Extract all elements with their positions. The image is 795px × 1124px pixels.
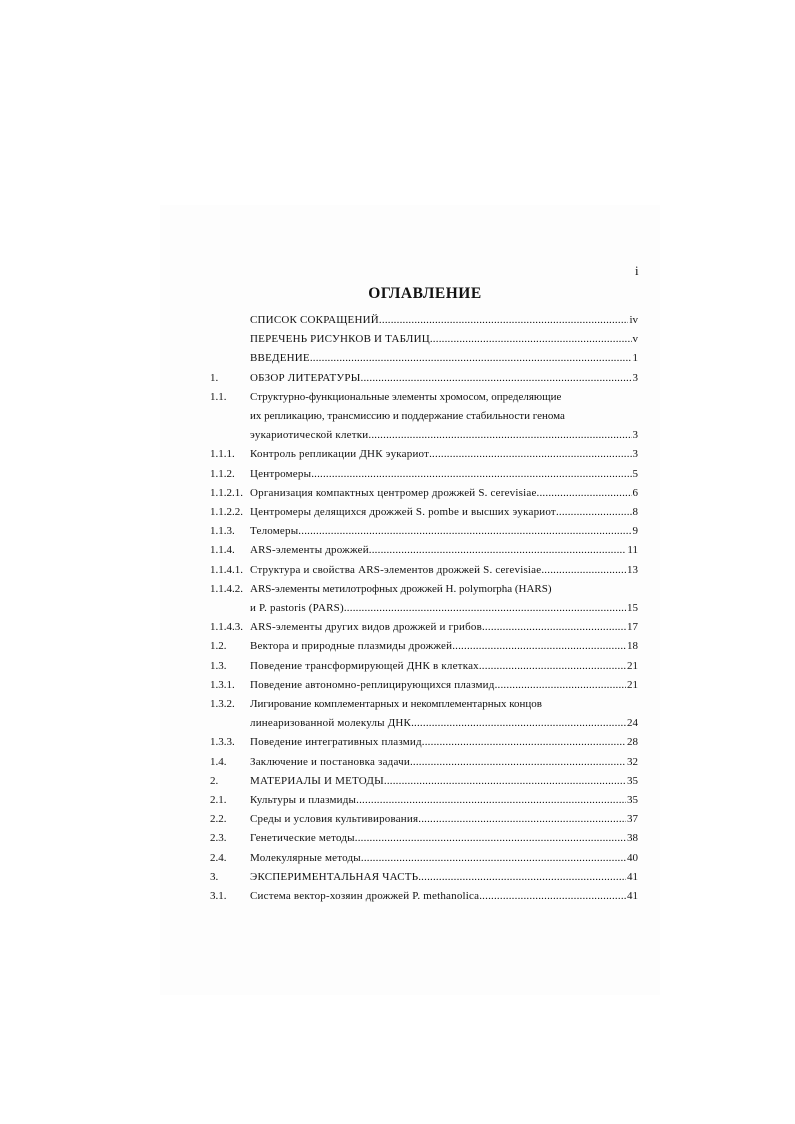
toc-leader-dots xyxy=(541,561,626,580)
toc-entry-number: 1.3.2. xyxy=(210,698,235,711)
toc-entry-title: Генетические методы xyxy=(250,832,355,845)
toc-entry-text-line: их репликацию, трансмиссию и поддержание стабильности генома xyxy=(250,410,565,423)
toc-entry-number: 1.3.3. xyxy=(210,736,235,749)
toc-entry-number: 1.1.4.3. xyxy=(210,621,243,634)
toc-entry-line xyxy=(250,541,638,560)
toc-entry-line xyxy=(250,791,638,810)
toc-leader-dots xyxy=(410,753,626,772)
toc-entry-body xyxy=(250,618,638,637)
toc-entry-page: 32 xyxy=(627,755,638,768)
toc-entry-body xyxy=(250,330,638,349)
page-title: ОГЛАВЛЕНИЕ xyxy=(368,285,482,302)
toc-entry-page: 5 xyxy=(632,467,638,480)
toc-entry-number: 2.3. xyxy=(210,832,227,845)
toc-leader-dots xyxy=(298,522,631,541)
toc-entry-number: 1. xyxy=(210,371,219,384)
toc-entry xyxy=(210,580,638,618)
toc-entry-line xyxy=(250,618,638,637)
toc-entry-title: Культуры и плазмиды xyxy=(250,794,357,807)
toc-entry-number: 1.3. xyxy=(210,659,227,672)
toc-entry-page: 41 xyxy=(627,870,638,883)
toc-entry-page: 35 xyxy=(627,794,638,807)
toc-entry-line xyxy=(250,849,638,868)
toc-entry-page: 1 xyxy=(632,352,638,365)
toc-entry-body xyxy=(250,753,638,772)
toc-entry-title: Организация компактных центромер дрожжей S. cerevisiae xyxy=(250,486,537,499)
toc-entry xyxy=(210,657,638,676)
toc-entry-number: 1.1.2.2. xyxy=(210,506,243,519)
toc-entry xyxy=(210,522,638,541)
toc-entry-line xyxy=(250,887,638,906)
toc-leader-dots xyxy=(479,657,626,676)
toc-entry-page: 40 xyxy=(627,851,638,864)
toc-entry-number: 1.2. xyxy=(210,640,227,653)
toc-entry xyxy=(210,887,638,906)
toc-entry-number: 1.1.4. xyxy=(210,544,235,557)
toc-entry-page: 21 xyxy=(627,678,638,691)
toc-entry-title: Вектора и природные плазмиды дрожжей xyxy=(250,640,453,653)
toc-entry-body xyxy=(250,772,638,791)
toc-entry-body xyxy=(250,580,638,618)
toc-entry-line xyxy=(250,349,638,368)
toc-entry-title: ЭКСПЕРИМЕНТАЛЬНАЯ ЧАСТЬ xyxy=(250,870,419,883)
toc-entry xyxy=(210,330,638,349)
toc-entry-line xyxy=(250,522,638,541)
toc-entry-title: Теломеры xyxy=(250,525,299,538)
toc-leader-dots xyxy=(368,426,631,445)
toc-entry-number: 2.1. xyxy=(210,794,227,807)
toc-entry xyxy=(210,676,638,695)
toc-entry-line xyxy=(250,714,638,733)
toc-entry-title: СПИСОК СОКРАЩЕНИЙ xyxy=(250,314,379,326)
toc-entry-title: Центромеры делящихся дрожжей S. pombe и высших эукариот xyxy=(250,506,556,519)
page-number: i xyxy=(635,263,639,278)
toc-entry-title: Поведение трансформирующей ДНК в клетках xyxy=(250,659,479,672)
toc-entry-body xyxy=(250,791,638,810)
toc-entry-body xyxy=(250,465,638,484)
toc-leader-dots xyxy=(479,887,626,906)
toc-entry xyxy=(210,369,638,388)
toc-entry-line xyxy=(250,676,638,695)
toc-entry-line xyxy=(250,561,638,580)
toc-entry-line xyxy=(250,753,638,772)
toc-entry-line xyxy=(250,311,638,330)
toc-entry-body xyxy=(250,484,638,503)
toc-entry-page: v xyxy=(632,333,638,346)
toc-entry-body xyxy=(250,676,638,695)
toc-entry-number: 1.1.4.2. xyxy=(210,582,243,595)
toc-entry-number: 3.1. xyxy=(210,890,227,903)
toc-entry-line xyxy=(250,829,638,848)
table-of-contents xyxy=(210,311,638,906)
toc-entry-number: 2.4. xyxy=(210,851,227,864)
toc-entry-title: ARS-элементы других видов дрожжей и грибов xyxy=(250,621,482,634)
toc-leader-dots xyxy=(355,829,626,848)
toc-entry-title: Контроль репликации ДНК эукариот xyxy=(250,448,430,461)
toc-leader-dots xyxy=(537,484,632,503)
toc-entry-line xyxy=(250,810,638,829)
toc-entry-title: Структура и свойства ARS-элементов дрожжей S. cerevisiae xyxy=(250,563,542,576)
toc-leader-dots xyxy=(310,349,632,368)
toc-entry-number: 3. xyxy=(210,870,219,883)
toc-entry-line xyxy=(250,503,638,522)
toc-entry-body xyxy=(250,503,638,522)
toc-leader-dots xyxy=(418,868,626,887)
toc-entry-page: 15 xyxy=(627,602,638,615)
toc-entry xyxy=(210,753,638,772)
toc-entry xyxy=(210,541,638,560)
toc-entry-number: 1.3.1. xyxy=(210,678,235,691)
toc-leader-dots xyxy=(556,503,632,522)
toc-entry xyxy=(210,733,638,752)
toc-entry-body xyxy=(250,311,638,330)
toc-leader-dots xyxy=(384,772,626,791)
toc-entry-body xyxy=(250,887,638,906)
toc-entry-page: 3 xyxy=(632,448,638,461)
toc-leader-dots xyxy=(429,445,631,464)
toc-entry-line xyxy=(250,599,638,618)
toc-entry-text-line: Структурно-функциональные элементы хромосом, определяющие xyxy=(250,390,562,403)
toc-entry-body xyxy=(250,829,638,848)
toc-entry-line xyxy=(250,330,638,349)
toc-leader-dots xyxy=(369,541,627,560)
toc-entry-title: Поведение интегративных плазмид xyxy=(250,736,422,749)
toc-leader-dots xyxy=(361,369,632,388)
toc-entry-page: 24 xyxy=(627,717,638,730)
toc-entry-body xyxy=(250,388,638,446)
toc-entry-page: 28 xyxy=(627,736,638,749)
toc-entry xyxy=(210,637,638,656)
toc-entry-body xyxy=(250,657,638,676)
toc-entry-line xyxy=(250,445,638,464)
toc-entry-body xyxy=(250,561,638,580)
toc-entry-number: 1.1.3. xyxy=(210,525,235,538)
toc-entry-title: Центромеры xyxy=(250,467,312,480)
toc-entry-page: iv xyxy=(629,314,638,326)
toc-entry-number: 1.1.4.1. xyxy=(210,563,243,576)
toc-leader-dots xyxy=(356,791,626,810)
toc-entry-page: 9 xyxy=(632,525,638,538)
toc-entry-line xyxy=(250,484,638,503)
toc-entry-page: 38 xyxy=(627,832,638,845)
toc-entry-page: 13 xyxy=(627,563,638,576)
toc-entry xyxy=(210,445,638,464)
toc-entry-title: МАТЕРИАЛЫ И МЕТОДЫ xyxy=(250,774,384,787)
toc-entry-number: 1.1. xyxy=(210,390,227,403)
toc-entry-title: ВВЕДЕНИЕ xyxy=(250,352,310,365)
toc-entry-title: эукариотической клетки xyxy=(250,429,369,442)
toc-entry xyxy=(210,829,638,848)
toc-entry xyxy=(210,810,638,829)
toc-entry-body xyxy=(250,849,638,868)
toc-entry-page: 37 xyxy=(627,813,638,826)
toc-entry-title: ОБЗОР ЛИТЕРАТУРЫ xyxy=(250,371,361,384)
toc-entry-page: 41 xyxy=(627,890,638,903)
toc-entry-number: 1.4. xyxy=(210,755,227,768)
toc-entry-body xyxy=(250,349,638,368)
toc-entry-page: 11 xyxy=(627,544,638,557)
toc-entry-number: 1.1.1. xyxy=(210,448,235,461)
toc-entry xyxy=(210,618,638,637)
toc-entry-body xyxy=(250,868,638,887)
toc-leader-dots xyxy=(422,733,626,752)
toc-entry-page: 35 xyxy=(627,774,638,787)
toc-entry-body xyxy=(250,541,638,560)
toc-leader-dots xyxy=(482,618,626,637)
toc-leader-dots xyxy=(452,637,626,656)
toc-entry-text-line: ARS-элементы метилотрофных дрожжей H. polymorpha (HARS) xyxy=(250,582,552,595)
toc-entry-title: Поведение автономно-реплицирующихся плазмид xyxy=(250,678,495,691)
toc-entry-number: 1.1.2. xyxy=(210,467,235,480)
toc-entry-line xyxy=(250,426,638,445)
toc-entry-line xyxy=(250,772,638,791)
toc-leader-dots xyxy=(418,810,626,829)
toc-entry-title: и P. pastoris (PARS) xyxy=(250,602,344,615)
toc-entry-body xyxy=(250,637,638,656)
toc-entry-title: ПЕРЕЧЕНЬ РИСУНКОВ И ТАБЛИЦ xyxy=(250,333,430,346)
toc-entry-text-line: Лигирование комплементарных и некомплементарных концов xyxy=(250,698,542,711)
toc-entry-page: 3 xyxy=(632,429,638,442)
toc-entry xyxy=(210,311,638,330)
toc-entry xyxy=(210,695,638,733)
toc-entry-number: 2. xyxy=(210,774,219,787)
toc-leader-dots xyxy=(379,311,629,330)
toc-entry-line xyxy=(250,465,638,484)
toc-entry-body xyxy=(250,522,638,541)
toc-entry-page: 17 xyxy=(627,621,638,634)
toc-entry xyxy=(210,772,638,791)
toc-entry-line xyxy=(250,733,638,752)
toc-entry xyxy=(210,791,638,810)
toc-entry xyxy=(210,388,638,446)
toc-entry-number: 1.1.2.1. xyxy=(210,486,243,499)
toc-entry xyxy=(210,465,638,484)
toc-entry-body xyxy=(250,733,638,752)
toc-entry-page: 21 xyxy=(627,659,638,672)
toc-entry-title: Система вектор-хозяин дрожжей P. methanolica xyxy=(250,890,480,903)
toc-leader-dots xyxy=(430,330,632,349)
toc-entry-page: 8 xyxy=(632,506,638,519)
toc-entry-line xyxy=(250,637,638,656)
toc-leader-dots xyxy=(495,676,626,695)
toc-entry-line xyxy=(250,369,638,388)
toc-entry-body xyxy=(250,695,638,733)
toc-entry-body xyxy=(250,445,638,464)
toc-entry-line xyxy=(250,657,638,676)
toc-entry xyxy=(210,503,638,522)
toc-entry-page: 18 xyxy=(627,640,638,653)
toc-entry xyxy=(210,349,638,368)
toc-entry xyxy=(210,484,638,503)
toc-entry-body xyxy=(250,810,638,829)
toc-entry-line xyxy=(250,868,638,887)
toc-entry-title: линеаризованной молекулы ДНК xyxy=(250,717,412,730)
toc-leader-dots xyxy=(411,714,626,733)
toc-entry-number: 2.2. xyxy=(210,813,227,826)
toc-leader-dots xyxy=(361,849,626,868)
toc-entry-title: Заключение и постановка задачи xyxy=(250,755,410,768)
toc-entry xyxy=(210,849,638,868)
toc-entry-title: Молекулярные методы xyxy=(250,851,361,864)
toc-entry-body xyxy=(250,369,638,388)
toc-leader-dots xyxy=(344,599,626,618)
toc-entry-page: 3 xyxy=(632,371,638,384)
toc-entry xyxy=(210,561,638,580)
toc-entry xyxy=(210,868,638,887)
toc-entry-title: Среды и условия культивирования xyxy=(250,813,419,826)
toc-leader-dots xyxy=(311,465,631,484)
toc-entry-page: 6 xyxy=(632,486,638,499)
toc-entry-title: ARS-элементы дрожжей xyxy=(250,544,369,557)
